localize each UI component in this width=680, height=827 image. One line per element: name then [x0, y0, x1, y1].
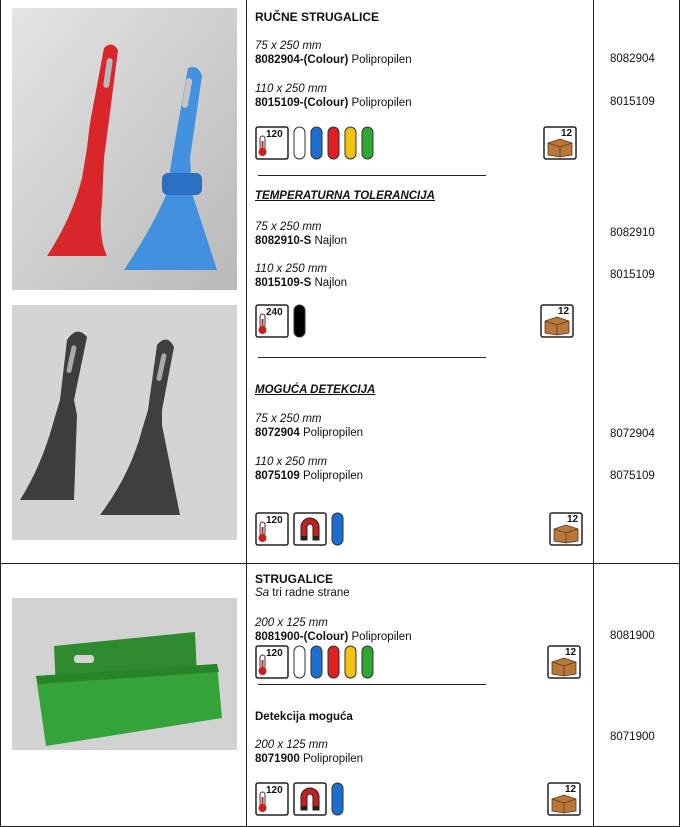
reference-code: 8015109	[610, 96, 655, 108]
divider	[258, 684, 486, 685]
color-swatches	[331, 512, 347, 546]
item-material: Polipropilen	[348, 631, 412, 643]
item-code-number: 8081900-(Colour)	[255, 631, 349, 643]
box-quantity-value: 12	[565, 647, 577, 658]
section-title-scrapers: STRUGALICE	[255, 572, 333, 586]
color-options	[331, 782, 347, 821]
section-title-hand-scrapers: RUČNE STRUGALICE	[255, 10, 380, 24]
subtitle-italic: Sa	[255, 587, 270, 599]
photo-colored-hand-scrapers	[12, 8, 237, 290]
item-dimension: 200 x 125 mm	[255, 617, 328, 629]
icon-row	[255, 645, 585, 677]
temperature-icon	[255, 126, 289, 165]
item-code	[255, 469, 363, 483]
reference-code: 8081900	[610, 630, 655, 642]
divider	[258, 175, 486, 176]
item-material: Polipropilen	[299, 427, 364, 439]
item-dimension: 75 x 250 mm	[255, 40, 322, 52]
section-subtitle	[255, 586, 350, 600]
item-dimension: 110 x 250 mm	[255, 456, 328, 468]
reference-code: 8015109	[610, 269, 655, 281]
section-title-detection: MOGUĆA DETEKCIJA	[255, 384, 376, 396]
color-options	[331, 512, 347, 551]
item-code	[255, 630, 412, 644]
temperature-icon	[255, 512, 289, 551]
temperature-icon	[255, 782, 289, 821]
box-quantity-value: 12	[558, 306, 570, 317]
temperature-value: 120	[266, 129, 283, 140]
item-dimension: 200 x 125 mm	[255, 739, 328, 751]
color-swatches	[293, 304, 309, 338]
subtitle-text: tri radne strane	[269, 587, 350, 599]
magnet-icon	[293, 782, 327, 821]
item-code-number: 8082910-S	[255, 235, 312, 247]
item-dimension: 110 x 250 mm	[255, 83, 328, 95]
box-quantity-value: 12	[561, 128, 573, 139]
box-quantity-icon	[540, 304, 574, 343]
temperature-value: 240	[266, 307, 283, 318]
photo-green-scraper	[12, 598, 237, 750]
item-dimension: 110 x 250 mm	[255, 263, 328, 275]
item-code	[255, 276, 347, 290]
color-swatches	[293, 126, 378, 160]
color-options	[293, 304, 309, 343]
item-code	[255, 96, 412, 110]
item-code-number: 8075109	[255, 470, 300, 482]
box-quantity-icon	[543, 126, 577, 165]
item-material: Najlon	[311, 235, 348, 247]
magnet-icon	[293, 512, 327, 551]
photo-detectable-hand-scrapers	[12, 305, 237, 540]
icon-row	[255, 782, 585, 814]
item-code-number: 8071900	[255, 753, 300, 765]
temperature-value: 120	[266, 515, 283, 526]
icon-row	[255, 304, 585, 336]
item-code	[255, 426, 363, 440]
section-title-temperature-tolerance: TEMPERATURNA TOLERANCIJA	[255, 190, 435, 202]
reference-code: 8082904	[610, 53, 655, 65]
item-code-number: 8015109-(Colour)	[255, 97, 349, 109]
temperature-icon	[255, 645, 289, 684]
color-options	[293, 126, 378, 165]
temperature-icon	[255, 304, 289, 343]
item-dimension: 75 x 250 mm	[255, 413, 322, 425]
reference-code: 8075109	[610, 470, 655, 482]
color-options	[293, 645, 378, 684]
reference-code: 8082910	[610, 227, 655, 239]
reference-code: 8072904	[610, 428, 655, 440]
icon-row	[255, 512, 585, 544]
item-code-number: 8015109-S	[255, 277, 312, 289]
box-quantity-icon	[549, 512, 583, 551]
color-swatches	[293, 645, 378, 679]
section-title-detection-possible: Detekcija moguća	[255, 711, 353, 723]
icon-row	[255, 126, 585, 158]
reference-code: 8071900	[610, 731, 655, 743]
item-material: Najlon	[311, 277, 348, 289]
color-swatches	[331, 782, 347, 816]
box-quantity-icon	[547, 782, 581, 821]
box-quantity-icon	[547, 645, 581, 684]
temperature-value: 120	[266, 785, 283, 796]
item-code	[255, 752, 363, 766]
box-quantity-value: 12	[567, 514, 579, 525]
divider	[258, 357, 486, 358]
item-material: Polipropilen	[348, 97, 412, 109]
item-code	[255, 53, 412, 67]
temperature-value: 120	[266, 648, 283, 659]
item-code	[255, 234, 347, 248]
item-material: Polipropilen	[299, 470, 364, 482]
item-dimension: 75 x 250 mm	[255, 221, 322, 233]
item-code-number: 8082904-(Colour)	[255, 54, 349, 66]
item-material: Polipropilen	[348, 54, 412, 66]
item-material: Polipropilen	[299, 753, 364, 765]
item-code-number: 8072904	[255, 427, 300, 439]
box-quantity-value: 12	[565, 784, 577, 795]
